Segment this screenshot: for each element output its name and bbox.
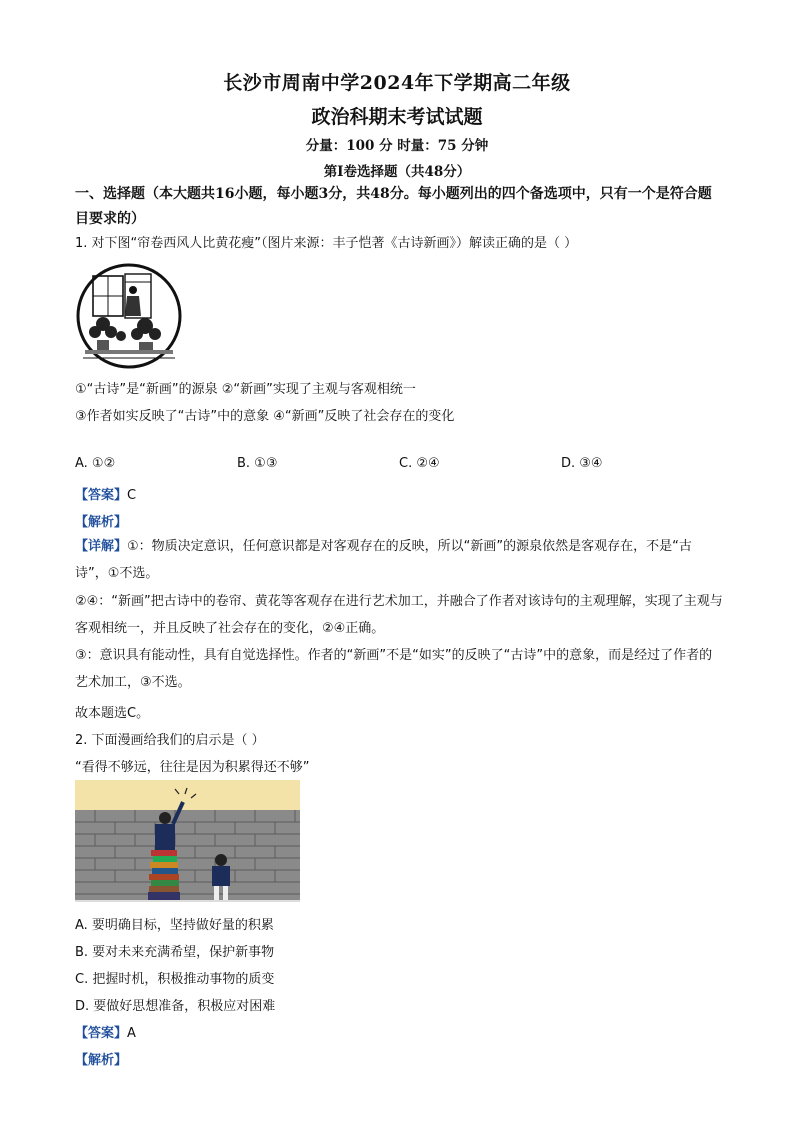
q2-answer-value: A: [127, 1026, 136, 1041]
q1-answer: [75, 484, 136, 503]
q1-answer-value: C: [127, 488, 137, 503]
q2-analysis-heading: [75, 1049, 127, 1068]
q2-option-d: D. 要做好思想准备，积极应对困难: [75, 999, 276, 1014]
q2-stem: 2. 下面漫画给我们的启示是（ ）: [75, 733, 265, 748]
q1-conclusion: 故本题选C。: [75, 706, 150, 721]
q1-option-b: B. ①③: [237, 456, 278, 471]
q1-illustration-image: [75, 262, 183, 370]
q1-statement-line2: ③作者如实反映了“古诗”中的意象 ④“新画”反映了社会存在的变化: [75, 409, 455, 424]
q2-cartoon-image: [75, 780, 300, 902]
q2-caption: “看得不够远，往往是因为积累得还不够”: [75, 760, 310, 775]
q1-detail-1: [75, 533, 723, 587]
exam-title-line2: 政治科期末考试试题: [311, 106, 483, 128]
q1-detail-2: ②④：“新画”把古诗中的卷帘、黄花等客观存在进行艺术加工，并融合了作者对该诗句的主观理解，实现了主观与客观相统一，并且反映了社会存在的变化，②④正确。: [75, 594, 723, 636]
q1-option-d: D. ③④: [561, 456, 603, 471]
q2-answer: [75, 1022, 136, 1041]
detail-tag: 【详解】: [75, 539, 128, 554]
q1-statement-line1: ①“古诗”是“新画”的源泉 ②“新画”实现了主观与客观相统一: [75, 382, 416, 397]
part-heading: 第Ⅰ卷选择题（共48分）: [323, 164, 471, 180]
answer-tag: 【答案】: [75, 488, 128, 503]
exam-score-time: 分量：100 分 时量：75 分钟: [305, 138, 489, 154]
analysis-tag: 【解析】: [75, 515, 128, 530]
q1-analysis-heading: [75, 511, 127, 530]
section-heading: 一、选择题（本大题共16小题，每小题3分，共48分。每小题列出的四个备选项中，只有一个是符合题目要求的）: [75, 186, 712, 227]
q1-stem: 1. 对下图“帘卷西风人比黄花瘦”（图片来源：丰子恺著《古诗新画》）解读正确的是（ ）: [75, 236, 578, 251]
q1-detail-3: ③：意识具有能动性，具有自觉选择性。作者的“新画”不是“如实”的反映了“古诗”中的意象，而是经过了作者的艺术加工，③不选。: [75, 648, 713, 690]
answer-tag: 【答案】: [75, 1026, 128, 1041]
q1-option-c: C. ②④: [399, 456, 440, 471]
q2-option-c: C. 把握时机，积极推动事物的质变: [75, 972, 275, 987]
analysis-tag: 【解析】: [75, 1053, 128, 1068]
q1-detail-1-text: ①：物质决定意识，任何意识都是对客观存在的反映，所以“新画”的源泉依然是客观存在，不是“古诗”，①不选。: [75, 539, 692, 581]
exam-title-line1: 长沙市周南中学2024年下学期高二年级: [223, 72, 571, 94]
q1-option-a: A. ①②: [75, 456, 116, 471]
q2-option-b: B. 要对未来充满希望，保护新事物: [75, 945, 275, 960]
q2-option-a: A. 要明确目标，坚持做好量的积累: [75, 918, 274, 933]
